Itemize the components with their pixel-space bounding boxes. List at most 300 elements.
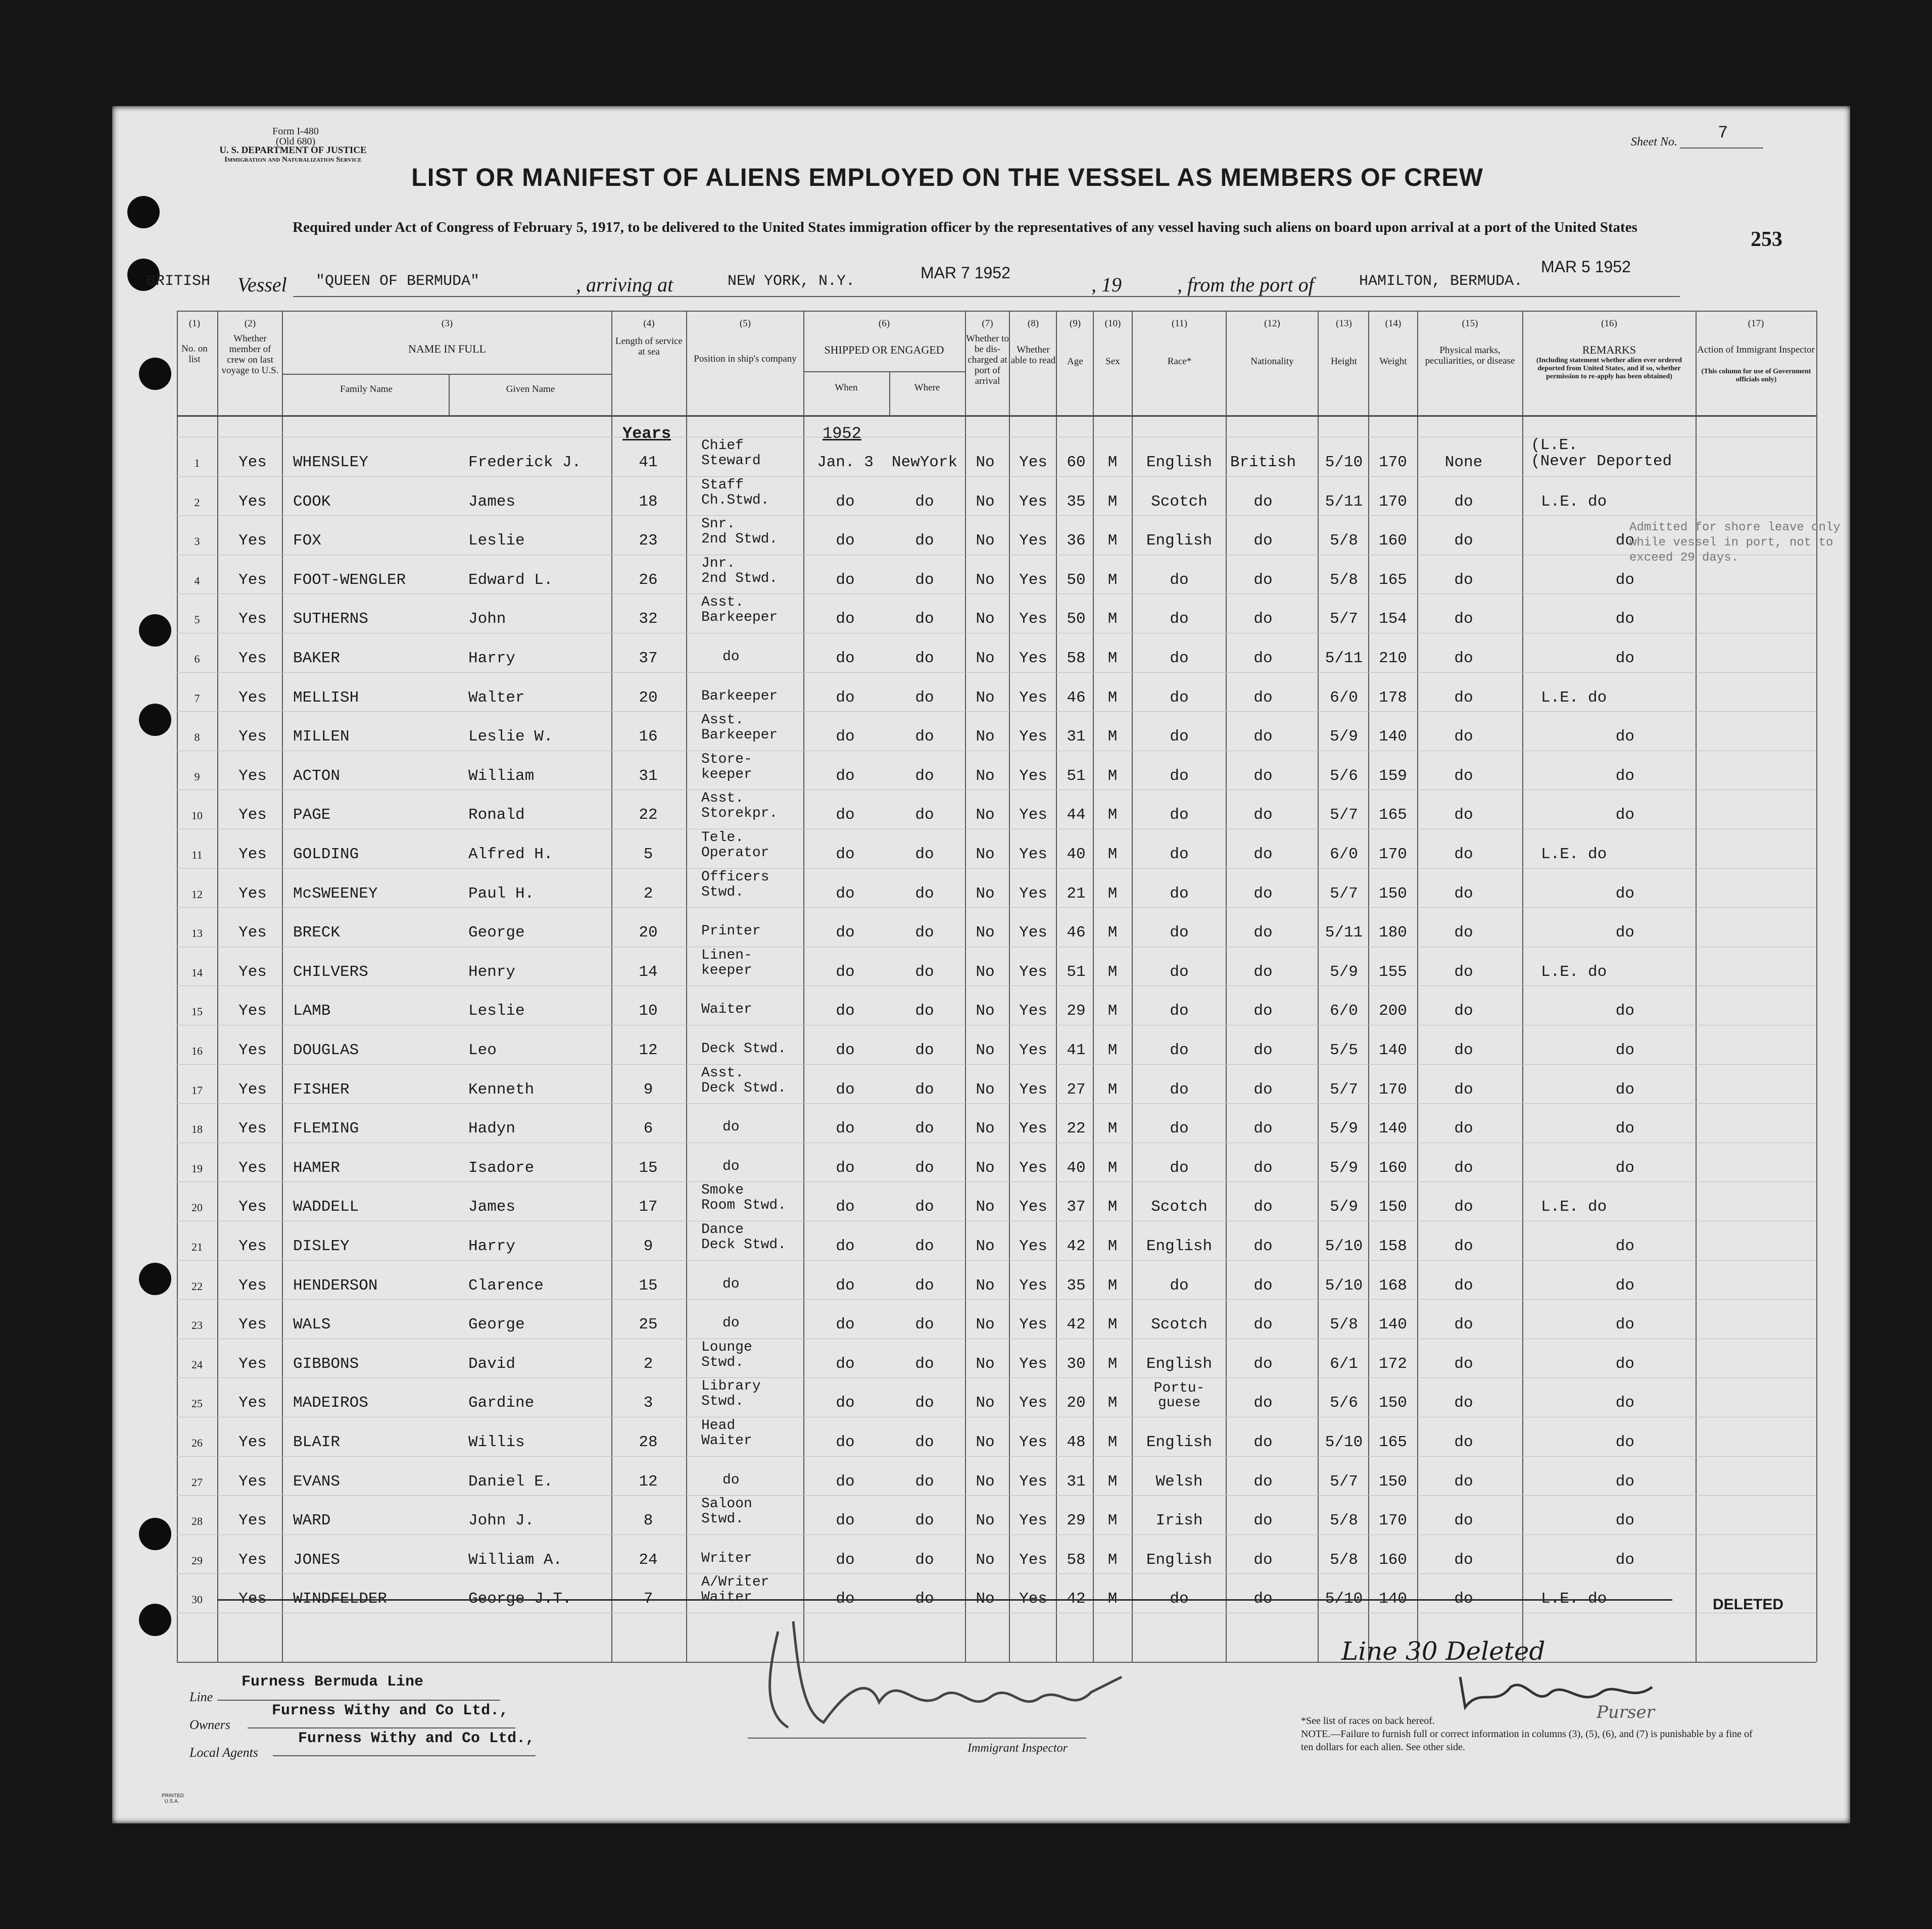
cell-service: 28 xyxy=(639,1433,658,1451)
cell-service: 15 xyxy=(639,1277,658,1295)
form-number-block xyxy=(237,126,354,146)
cell-read: Yes xyxy=(1019,728,1047,746)
year-1952-label: 1952 xyxy=(823,424,861,443)
cell-weight: 159 xyxy=(1379,767,1407,785)
cell-weight: 140 xyxy=(1379,1590,1407,1608)
cell-age: 40 xyxy=(1067,1159,1086,1177)
cell-given: George xyxy=(468,924,525,942)
cell-given: Isadore xyxy=(468,1159,535,1177)
col-5-number: (5) xyxy=(739,318,751,329)
cell-race: do xyxy=(1170,571,1189,589)
cell-remarks: L.E. do xyxy=(1541,1590,1607,1608)
col-9-header: Age xyxy=(1067,356,1083,367)
cell-family: BAKER xyxy=(293,650,341,667)
cell-service: 41 xyxy=(639,454,658,471)
cell-family: HAMER xyxy=(293,1159,341,1177)
col-12-number: (12) xyxy=(1264,318,1280,329)
cell-service: 7 xyxy=(643,1590,653,1608)
cell-weight: 140 xyxy=(1379,1316,1407,1333)
col-14-number: (14) xyxy=(1385,318,1402,329)
cell-position-line-1: Store- xyxy=(701,752,752,767)
cell-disc: No xyxy=(976,1512,995,1529)
cell-age: 31 xyxy=(1067,1473,1086,1491)
cell-family: WHENSLEY xyxy=(293,454,368,471)
cell-sex: M xyxy=(1107,689,1118,707)
cell-sex: M xyxy=(1107,1120,1118,1137)
cell-height: 5/9 xyxy=(1330,1159,1358,1177)
cell-sex: M xyxy=(1107,1277,1118,1295)
cell-position-line-2: do xyxy=(722,649,740,665)
cell-position-line-2: Stwd. xyxy=(701,1355,744,1370)
cell-yes: Yes xyxy=(238,1355,267,1373)
cell-where: do xyxy=(915,1238,934,1255)
cell-yes: Yes xyxy=(238,1590,267,1608)
cell-sex: M xyxy=(1107,610,1118,628)
col-6-number: (6) xyxy=(878,318,890,329)
cell-marks: do xyxy=(1454,1081,1473,1099)
cell-given: Edward L. xyxy=(468,571,553,589)
cell-marks: do xyxy=(1454,885,1473,903)
cell-when: do xyxy=(836,1551,855,1569)
cell-nat: do xyxy=(1253,1316,1273,1333)
cell-position-line-2: Operator xyxy=(701,845,769,861)
cell-when: do xyxy=(836,963,855,981)
cell-height: 5/8 xyxy=(1330,1551,1358,1569)
cell-disc: No xyxy=(976,1120,995,1137)
cell-family: DISLEY xyxy=(293,1238,350,1255)
cell-age: 21 xyxy=(1067,885,1086,903)
cell-weight: 170 xyxy=(1379,493,1407,511)
cell-disc: No xyxy=(976,1473,995,1491)
cell-disc: No xyxy=(976,1238,995,1255)
cell-position-line-1: Asst. xyxy=(701,595,744,610)
cell-given: William A. xyxy=(468,1551,563,1569)
cell-disc: No xyxy=(976,1551,995,1569)
sheet-label: Sheet No. xyxy=(1631,135,1677,149)
sheet-number: 7 xyxy=(1718,124,1728,143)
cell-no: 29 xyxy=(191,1554,203,1567)
cell-family: WINDFELDER xyxy=(293,1590,388,1608)
cell-remarks: do xyxy=(1615,1512,1634,1529)
cell-yes: Yes xyxy=(238,689,267,707)
cell-read: Yes xyxy=(1019,1042,1047,1059)
cell-position-line-2: Barkeeper xyxy=(701,727,778,743)
cell-service: 9 xyxy=(643,1238,653,1255)
cell-family: GOLDING xyxy=(293,846,359,863)
cell-where: NewYork xyxy=(891,454,958,471)
cell-read: Yes xyxy=(1019,1355,1047,1373)
cell-given: Frederick J. xyxy=(468,454,582,471)
cell-given: William xyxy=(468,767,535,785)
cell-age: 46 xyxy=(1067,689,1086,707)
cell-remarks: do xyxy=(1615,1394,1634,1412)
vessel-nationality: BRITISH xyxy=(147,273,211,290)
cell-service: 2 xyxy=(643,885,653,903)
cell-marks: do xyxy=(1454,1433,1473,1451)
cell-age: 30 xyxy=(1067,1355,1086,1373)
cell-service: 22 xyxy=(639,806,658,824)
cell-position-line-2: Deck Stwd. xyxy=(701,1080,787,1096)
cell-remarks: L.E. do xyxy=(1541,689,1607,707)
cell-weight: 170 xyxy=(1379,846,1407,863)
cell-position-line-2: keeper xyxy=(701,767,752,782)
cell-disc: No xyxy=(976,767,995,785)
cell-no: 30 xyxy=(191,1593,203,1606)
cell-where: do xyxy=(915,1590,934,1608)
cell-position-line-1: Tele. xyxy=(701,830,744,846)
cell-position-line-2: Storekpr. xyxy=(701,806,778,821)
cell-when: do xyxy=(836,1159,855,1177)
vessel-label: Vessel xyxy=(237,273,287,296)
cell-read: Yes xyxy=(1019,1473,1047,1491)
cell-service: 12 xyxy=(639,1042,658,1059)
cell-when: do xyxy=(836,1277,855,1295)
cell-height: 5/11 xyxy=(1325,924,1363,942)
cell-when: do xyxy=(836,1473,855,1491)
cell-yes: Yes xyxy=(238,493,267,511)
cell-given: Leslie W. xyxy=(468,728,553,746)
cell-where: do xyxy=(915,963,934,981)
cell-disc: No xyxy=(976,1198,995,1216)
cell-no: 27 xyxy=(191,1476,203,1489)
cell-weight: 140 xyxy=(1379,1042,1407,1059)
cell-family: LAMB xyxy=(293,1002,331,1020)
cell-family: WALS xyxy=(293,1316,331,1333)
cell-race: do xyxy=(1170,728,1189,746)
cell-marks: do xyxy=(1454,493,1473,511)
local-agents-value: Furness Withy and Co Ltd., xyxy=(298,1730,535,1747)
col-9-number: (9) xyxy=(1069,318,1081,329)
cell-height: 6/0 xyxy=(1330,846,1358,863)
cell-no: 2 xyxy=(194,496,200,509)
cell-marks: do xyxy=(1454,1277,1473,1295)
col-7-header: Whether to be dis-charged at port of arrival xyxy=(966,333,1009,386)
cell-read: Yes xyxy=(1019,1002,1047,1020)
cell-height: 5/6 xyxy=(1330,1394,1358,1412)
cell-no: 7 xyxy=(194,692,200,705)
cell-weight: 180 xyxy=(1379,924,1407,942)
cell-disc: No xyxy=(976,610,995,628)
cell-yes: Yes xyxy=(238,1198,267,1216)
cell-weight: 170 xyxy=(1379,1512,1407,1529)
cell-height: 6/1 xyxy=(1330,1355,1358,1373)
inspector-signature xyxy=(748,1611,1132,1743)
cell-family: FOX xyxy=(293,532,321,550)
cell-weight: 150 xyxy=(1379,885,1407,903)
department-name: U. S. DEPARTMENT OF JUSTICE xyxy=(219,145,367,156)
cell-no: 14 xyxy=(191,966,203,979)
cell-read: Yes xyxy=(1019,806,1047,824)
cell-remarks: do xyxy=(1615,1120,1634,1137)
cell-age: 36 xyxy=(1067,532,1086,550)
cell-when: do xyxy=(836,1316,855,1333)
cell-when: do xyxy=(836,689,855,707)
cell-position-line-1: Asst. xyxy=(701,712,744,728)
cell-no: 8 xyxy=(194,731,200,744)
cell-no: 9 xyxy=(194,770,200,783)
purser-label: Purser xyxy=(1597,1702,1655,1722)
cell-height: 5/9 xyxy=(1330,1120,1358,1137)
cell-where: do xyxy=(915,1277,934,1295)
col-13-number: (13) xyxy=(1336,318,1352,329)
cell-where: do xyxy=(915,924,934,942)
cell-when: do xyxy=(836,1042,855,1059)
cell-service: 32 xyxy=(639,610,658,628)
col-3-number: (3) xyxy=(441,318,453,329)
cell-height: 5/10 xyxy=(1325,454,1363,471)
cell-when: do xyxy=(836,1355,855,1373)
cell-where: do xyxy=(915,1551,934,1569)
cell-position-line-1: Head xyxy=(701,1418,736,1433)
cell-no: 4 xyxy=(194,574,200,587)
cell-sex: M xyxy=(1107,1512,1118,1529)
cell-sex: M xyxy=(1107,1042,1118,1059)
cell-no: 11 xyxy=(191,849,203,861)
cell-race: English xyxy=(1146,454,1213,471)
col-8-number: (8) xyxy=(1027,318,1039,329)
cell-height: 5/7 xyxy=(1330,610,1358,628)
cell-age: 41 xyxy=(1067,1042,1086,1059)
cell-disc: No xyxy=(976,1277,995,1295)
cell-given: Leslie xyxy=(468,1002,525,1020)
cell-race: do xyxy=(1170,1590,1189,1608)
cell-yes: Yes xyxy=(238,963,267,981)
cell-yes: Yes xyxy=(238,806,267,824)
service-name: Immigration and Naturalization Service xyxy=(224,156,362,164)
cell-race: do xyxy=(1170,1042,1189,1059)
cell-remarks: (L.E. (Never Deported xyxy=(1531,436,1672,470)
cell-remarks: do xyxy=(1615,924,1634,942)
cell-when: do xyxy=(836,806,855,824)
cell-nat: do xyxy=(1253,532,1273,550)
cell-weight: 154 xyxy=(1379,610,1407,628)
cell-remarks: do xyxy=(1615,532,1634,550)
cell-race: Portu- guese xyxy=(1153,1380,1205,1411)
cell-nat: do xyxy=(1253,1355,1273,1373)
inspector-label: Immigrant Inspector xyxy=(968,1742,1068,1755)
cell-marks: do xyxy=(1454,1159,1473,1177)
cell-nat: do xyxy=(1253,924,1273,942)
cell-family: MILLEN xyxy=(293,728,350,746)
cell-sex: M xyxy=(1107,1394,1118,1412)
cell-nat: do xyxy=(1253,767,1273,785)
col-16-subheader: (Including statement whether alien ever ordered deported from United States, and if so, whether permission to re-apply has been obtained) xyxy=(1536,357,1682,380)
cell-remarks: do xyxy=(1615,1316,1634,1333)
when-header: When xyxy=(835,382,858,393)
cell-position-line-2: Barkeeper xyxy=(701,610,778,625)
cell-when: do xyxy=(836,1002,855,1020)
cell-when: do xyxy=(836,767,855,785)
cell-race: do xyxy=(1170,806,1189,824)
cell-given: John xyxy=(468,610,506,628)
cell-family: PAGE xyxy=(293,806,331,824)
cell-height: 5/7 xyxy=(1330,806,1358,824)
cell-service: 18 xyxy=(639,493,658,511)
cell-weight: 170 xyxy=(1379,454,1407,471)
cell-where: do xyxy=(915,1159,934,1177)
cell-service: 16 xyxy=(639,728,658,746)
cell-race: do xyxy=(1170,1002,1189,1020)
cell-position-line-2: do xyxy=(722,1276,740,1292)
cell-age: 29 xyxy=(1067,1512,1086,1529)
cell-marks: do xyxy=(1454,610,1473,628)
cell-marks: do xyxy=(1454,924,1473,942)
cell-where: do xyxy=(915,532,934,550)
penalty-note: NOTE.—Failure to furnish full or correct information in columns (3), (5), (6), and (7) is punishable by a fine of ten dollars for each alien. See other side. xyxy=(1301,1728,1753,1753)
cell-disc: No xyxy=(976,885,995,903)
cell-marks: do xyxy=(1454,1042,1473,1059)
cell-where: do xyxy=(915,1002,934,1020)
cell-read: Yes xyxy=(1019,1277,1047,1295)
cell-remarks: do xyxy=(1615,885,1634,903)
cell-yes: Yes xyxy=(238,846,267,863)
cell-race: do xyxy=(1170,767,1189,785)
cell-position-line-2: do xyxy=(722,1159,740,1174)
cell-disc: No xyxy=(976,1394,995,1412)
cell-position-line-1: Asst. xyxy=(701,790,744,806)
cell-read: Yes xyxy=(1019,1198,1047,1216)
col-14-header: Weight xyxy=(1379,356,1407,367)
cell-where: do xyxy=(915,650,934,667)
cell-position-line-1: Officers xyxy=(701,869,769,885)
cell-no: 15 xyxy=(191,1005,203,1018)
cell-age: 31 xyxy=(1067,728,1086,746)
cell-race: do xyxy=(1170,885,1189,903)
cell-race: Scotch xyxy=(1151,1316,1208,1333)
cell-weight: 160 xyxy=(1379,1159,1407,1177)
cell-marks: do xyxy=(1454,1512,1473,1529)
cell-nat: do xyxy=(1253,1002,1273,1020)
cell-position-line-2: Waiter xyxy=(701,1433,752,1449)
cell-family: GIBBONS xyxy=(293,1355,359,1373)
cell-height: 5/7 xyxy=(1330,1473,1358,1491)
col-5-header: Position in ship's company xyxy=(694,354,797,364)
cell-height: 5/8 xyxy=(1330,571,1358,589)
cell-when: do xyxy=(836,1238,855,1255)
cell-service: 23 xyxy=(639,532,658,550)
col-3-header: NAME IN FULL xyxy=(408,342,486,355)
cell-sex: M xyxy=(1107,728,1118,746)
cell-where: do xyxy=(915,1042,934,1059)
col-15-number: (15) xyxy=(1462,318,1478,329)
cell-no: 24 xyxy=(191,1358,203,1371)
cell-disc: No xyxy=(976,963,995,981)
cell-position-line-1: Dance xyxy=(701,1222,744,1238)
cell-family: MELLISH xyxy=(293,689,359,707)
cell-family: BRECK xyxy=(293,924,341,942)
cell-height: 5/11 xyxy=(1325,650,1363,667)
cell-sex: M xyxy=(1107,650,1118,667)
cell-marks: do xyxy=(1454,963,1473,981)
cell-weight: 165 xyxy=(1379,571,1407,589)
cell-position-line-2: do xyxy=(722,1119,740,1135)
cell-yes: Yes xyxy=(238,767,267,785)
cell-given: Hadyn xyxy=(468,1120,516,1137)
cell-nat: do xyxy=(1253,1394,1273,1412)
cell-remarks: L.E. do xyxy=(1541,846,1607,863)
cell-given: Leo xyxy=(468,1042,497,1059)
races-note: *See list of races on back hereof. xyxy=(1301,1715,1435,1726)
cell-height: 5/10 xyxy=(1325,1433,1363,1451)
cell-read: Yes xyxy=(1019,1316,1047,1333)
cell-position-line-2: Waiter xyxy=(701,1002,752,1017)
cell-nat: do xyxy=(1253,493,1273,511)
cell-yes: Yes xyxy=(238,532,267,550)
cell-given: Harry xyxy=(468,1238,516,1255)
cell-when: do xyxy=(836,728,855,746)
cell-family: SUTHERNS xyxy=(293,610,368,628)
page-title: LIST OR MANIFEST OF ALIENS EMPLOYED ON THE VESSEL AS MEMBERS OF CREW xyxy=(411,163,1483,191)
cell-nat: do xyxy=(1253,846,1273,863)
cell-height: 5/8 xyxy=(1330,1512,1358,1529)
cell-race: do xyxy=(1170,963,1189,981)
from-port: HAMILTON, BERMUDA. xyxy=(1359,273,1523,290)
cell-family: ACTON xyxy=(293,767,341,785)
cell-when: do xyxy=(836,1120,855,1137)
cell-nat: British xyxy=(1230,454,1296,471)
cell-where: do xyxy=(915,1512,934,1529)
cell-disc: No xyxy=(976,1590,995,1608)
cell-age: 60 xyxy=(1067,454,1086,471)
cell-race: Scotch xyxy=(1151,1198,1208,1216)
cell-weight: 140 xyxy=(1379,1120,1407,1137)
cell-marks: do xyxy=(1454,1198,1473,1216)
cell-disc: No xyxy=(976,493,995,511)
page-subtitle: Required under Act of Congress of February 5, 1917, to be delivered to the United States immigration officer by the representatives of any vessel having such aliens on board upon arrival at a port of the United States xyxy=(293,219,1637,235)
col-1-number: (1) xyxy=(188,318,201,329)
cell-nat: do xyxy=(1253,610,1273,628)
cell-height: 5/7 xyxy=(1330,885,1358,903)
col-17-number: (17) xyxy=(1748,318,1764,329)
cell-weight: 150 xyxy=(1379,1198,1407,1216)
col-15-header: Physical marks, peculiarities, or disease xyxy=(1425,345,1515,366)
col-2-number: (2) xyxy=(244,318,256,329)
cell-when: do xyxy=(836,1590,855,1608)
cell-when: do xyxy=(836,1198,855,1216)
cell-height: 5/10 xyxy=(1325,1277,1363,1295)
cell-disc: No xyxy=(976,728,995,746)
cell-marks: do xyxy=(1454,1473,1473,1491)
departure-date-stamp: MAR 5 1952 xyxy=(1541,258,1631,276)
owners-value: Furness Withy and Co Ltd., xyxy=(272,1702,509,1719)
cell-where: do xyxy=(915,571,934,589)
cell-marks: do xyxy=(1454,1002,1473,1020)
cell-disc: No xyxy=(976,689,995,707)
cell-no: 18 xyxy=(191,1123,203,1135)
cell-marks: do xyxy=(1454,571,1473,589)
line-30-deleted-note: Line 30 Deleted xyxy=(1341,1637,1545,1666)
cell-family: BLAIR xyxy=(293,1433,341,1451)
cell-weight: 150 xyxy=(1379,1394,1407,1412)
cell-when: Jan. 3 xyxy=(817,454,874,471)
cell-read: Yes xyxy=(1019,767,1047,785)
cell-family: JONES xyxy=(293,1551,341,1569)
cell-weight: 200 xyxy=(1379,1002,1407,1020)
cell-race: do xyxy=(1170,1277,1189,1295)
cell-height: 6/0 xyxy=(1330,689,1358,707)
cell-no: 21 xyxy=(191,1241,203,1253)
cell-where: do xyxy=(915,1081,934,1099)
cell-remarks: do xyxy=(1615,1473,1634,1491)
cell-height: 5/5 xyxy=(1330,1042,1358,1059)
cell-remarks: do xyxy=(1615,1081,1634,1099)
cell-race: English xyxy=(1146,1551,1213,1569)
cell-race: English xyxy=(1146,1238,1213,1255)
cell-given: Clarence xyxy=(468,1277,544,1295)
col-17-subheader: (This column for use of Government officials only) xyxy=(1701,368,1811,383)
cell-where: do xyxy=(915,767,934,785)
cell-when: do xyxy=(836,650,855,667)
